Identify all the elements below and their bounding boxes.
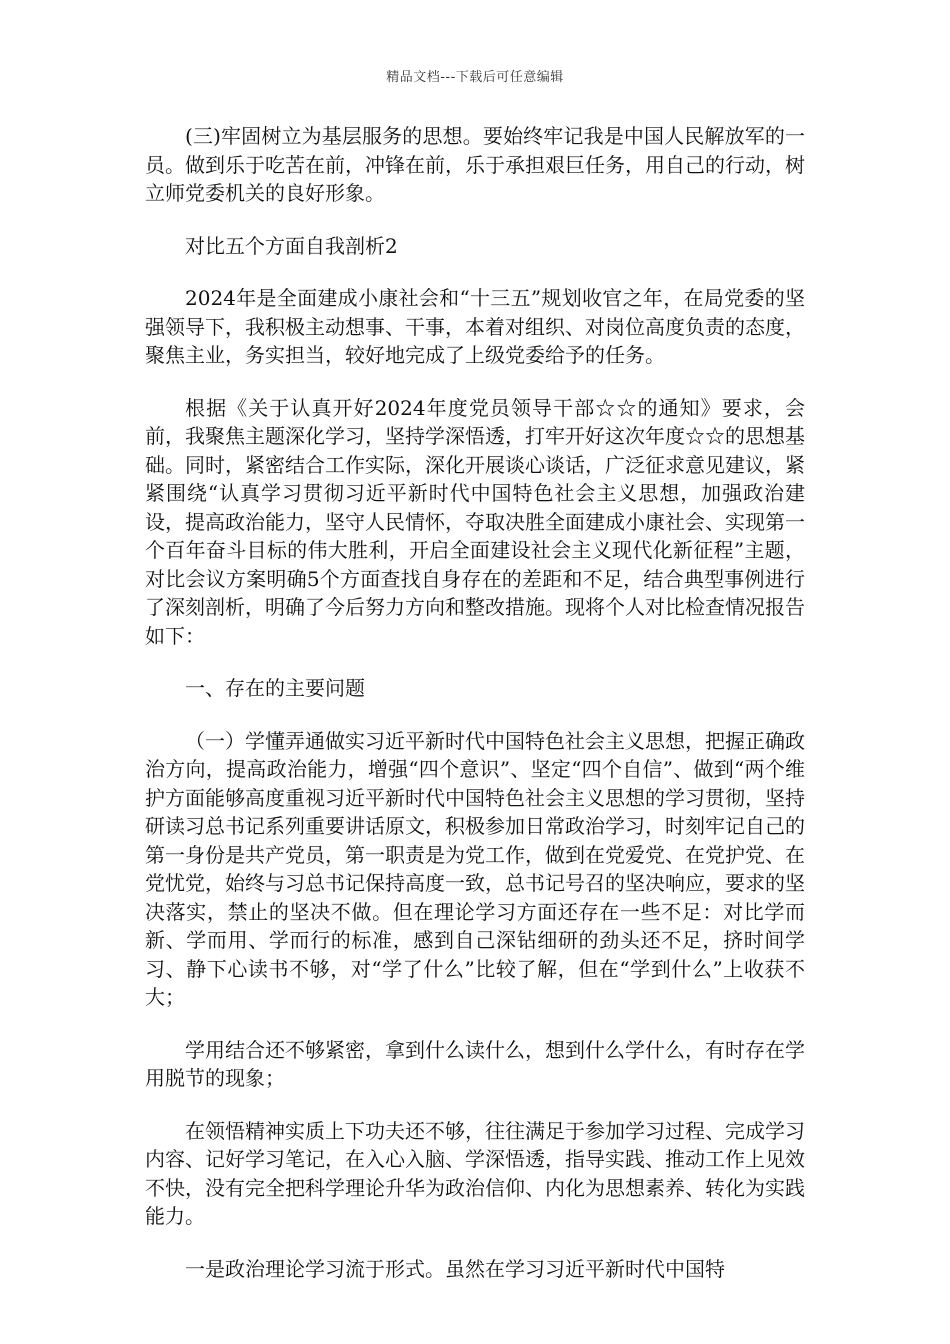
paragraph-basis: 根据《关于认真开好2024年度党员领导干部☆☆的通知》要求，会前，我聚焦主题深化学习，坚持学深悟透，打牢开好这次年度☆☆的思想基础。同时，紧密结合工作实际，深化开展谈心谈话，广泛征求意见建议，紧紧围绕“认真学习贯彻习近平新时代中国特色社会主义思想，加强政治建设，提高政治能力，坚守人民情怀，夺取决胜全面建成小康社会、实现第一个百年奋斗目标的伟大胜利，开启全面建设社会主义现代化新征程”主题，对比会议方案明确5个方面查找自身存在的差距和不足，结合典型事例进行了深刻剖析，明确了今后努力方向和整改措施。现将个人对比检查情况报告如下： — [145, 395, 805, 648]
paragraph-comprehension: 在领悟精神实质上下功夫还不够，往往满足于参加学习过程、完成学习内容、记好学习笔记，在入心入脑、学深悟透，指导实践、推动工作上见效不快，没有完全把科学理论升华为政治信仰、内化为思想素养、转化为实践能力。 — [145, 1118, 805, 1228]
paragraph-study-theory: （一）学懂弄通做实习近平新时代中国特色社会主义思想，把握正确政治方向，提高政治能力，增强“四个意识”、坚定“四个自信”、做到“两个维护方面能够高度重视习近平新时代中国特色社会主义思想的学习贯彻，坚持研读习总书记系列重要讲话原文，积极参加日常政治学习，时刻牢记自己的第一身份是共产党员，第一职责是为党工作，做到在党爱党、在党护党、在党忧党，始终与习总书记保持高度一致，总书记号召的坚决响应，要求的坚决落实，禁止的坚决不做。但在理论学习方面还存在一些不足：对比学而新、学而用、学而行的标准，感到自己深钻细研的劲头还不足，挤时间学习、静下心读书不够，对“学了什么”比较了解，但在“学到什么”上收获不大； — [145, 728, 805, 1009]
paragraph-intro: 2024年是全面建成小康社会和“十三五”规划收官之年，在局党委的坚强领导下，我积极主动想事、干事，本着对组织、对岗位高度负责的态度，聚焦主业，务实担当，较好地完成了上级党委给予的任务。 — [145, 286, 805, 367]
page-header: 精品文档---下载后可任意编辑 — [386, 70, 564, 85]
paragraph-point-one: 一是政治理论学习流于形式。虽然在学习习近平新时代中国特 — [185, 1256, 725, 1281]
section-title: 对比五个方面自我剖析2 — [185, 233, 398, 258]
paragraph-study-practice: 学用结合还不够紧密，拿到什么读什么，想到什么学什么，有时存在学用脱节的现象； — [145, 1037, 805, 1090]
document-body — [145, 122, 805, 1307]
paragraph-serve-grassroots: (三)牢固树立为基层服务的思想。要始终牢记我是中国人民解放军的一员。做到乐于吃苦在前，冲锋在前，乐于承担艰巨任务，用自己的行动，树立师党委机关的良好形象。 — [145, 124, 805, 205]
heading-main-problems: 一、存在的主要问题 — [185, 676, 365, 700]
